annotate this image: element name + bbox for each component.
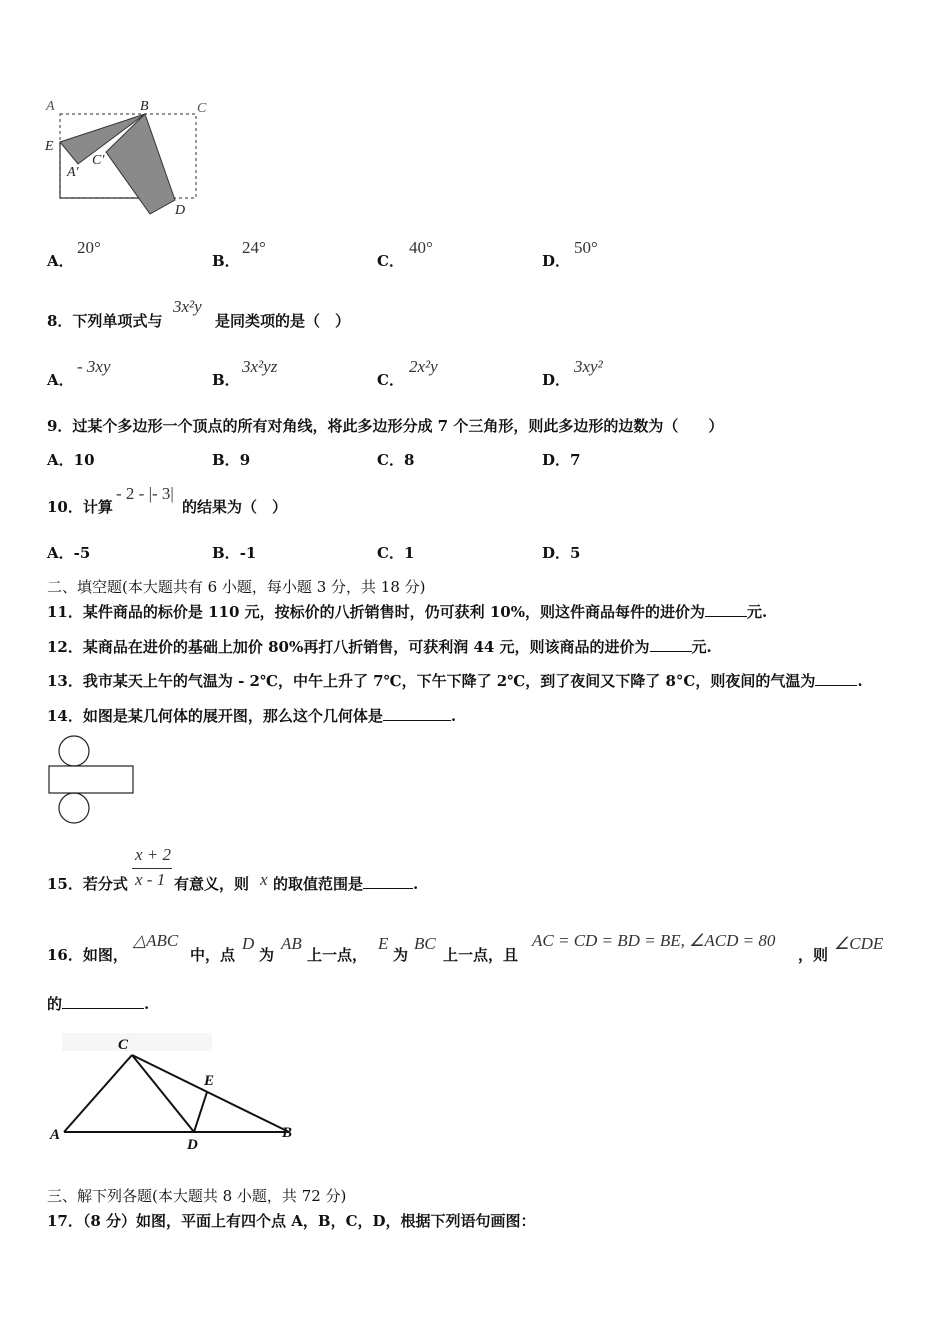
fig16-label-B: B	[282, 1125, 293, 1141]
q14-suffix: .	[450, 707, 457, 725]
q8-stem-prefix: 8．下列单项式与	[47, 312, 163, 330]
q16-point-e: E	[378, 934, 389, 953]
q17-text: 17．（8 分）如图，平面上有四个点 A，B，C，D，根据下列语句画图：	[47, 1212, 536, 1230]
q10-option-a[interactable]	[47, 542, 90, 563]
q9-option-d-value: 7	[570, 451, 581, 469]
q9-option-d-letter: D．	[542, 451, 571, 469]
label-A-prime: A′	[67, 165, 79, 180]
label-D: D	[175, 203, 186, 218]
q15-suffix	[273, 873, 418, 894]
q10-option-b-letter: B．	[212, 544, 240, 562]
q8-stem-suffix: 是同类项的是（ ）	[215, 312, 351, 330]
q15-fraction-bar	[132, 868, 172, 869]
label-C-prime: C′	[92, 153, 105, 168]
label-A: A	[46, 99, 55, 114]
q9-option-d[interactable]	[542, 449, 580, 470]
q10-option-d-letter: D．	[542, 544, 571, 562]
q16-t1: 中，点	[190, 946, 236, 964]
q16-segment-ab: AB	[281, 934, 302, 953]
q10-stem-expression: - 2 - |- 3|	[116, 484, 174, 503]
q16-answer-blank[interactable]	[62, 994, 144, 1009]
fig16-label-A: A	[50, 1127, 61, 1143]
q9-option-b-letter: B．	[212, 451, 240, 469]
q9-option-b-value: 9	[239, 451, 251, 469]
q10-option-c[interactable]	[377, 542, 414, 563]
q16-point-d: D	[242, 934, 255, 953]
q15-end: .	[413, 875, 419, 893]
q8-option-a-letter[interactable]: A．	[47, 371, 74, 389]
q15-answer-blank[interactable]	[363, 874, 413, 889]
q14-answer-blank[interactable]	[383, 706, 451, 721]
q13-text: 13．我市某天上午的气温为 - 2℃，中午上升了 7℃，下午下降了 2℃，到了夜间又下降了 8°C，则夜间的气温为	[47, 672, 816, 690]
fig16-label-C: C	[118, 1037, 129, 1053]
q10-option-d-value: 5	[570, 544, 581, 562]
q10-option-b[interactable]	[212, 542, 256, 563]
q16-segment-bc: BC	[414, 934, 436, 953]
q15-suffix-text: 的取值范围是	[273, 875, 364, 893]
q9-option-c[interactable]	[377, 449, 414, 470]
q15-denominator: x - 1	[135, 870, 166, 889]
q7-option-c-value: 40°	[409, 238, 433, 257]
q10-stem-suffix: 的结果为（ ）	[182, 498, 288, 516]
label-B: B	[140, 99, 149, 114]
q11-text: 11．某件商品的标价是 110 元，按标价的八折销售时，仍可获利 10%，则这件商品每件的进价为	[47, 603, 705, 621]
question-13	[47, 670, 863, 691]
q11-answer-blank[interactable]	[705, 602, 747, 617]
q7-option-b-letter[interactable]: B．	[212, 252, 240, 270]
q9-stem: 9．过某个多边形一个顶点的所有对角线，将此多边形分成 7 个三角形，则此多边形的边数为（ ）	[47, 417, 724, 435]
q16-t6: ，则	[798, 946, 829, 964]
q16-prefix: 16．如图，	[47, 946, 128, 964]
question-11	[47, 601, 767, 622]
q9-option-a[interactable]	[47, 449, 95, 470]
q16-condition: AC = CD = BD = BE, ∠ACD = 80	[532, 931, 776, 950]
question-12	[47, 636, 712, 657]
cylinder-net-figure	[44, 734, 140, 828]
q7-option-d-value: 50°	[574, 238, 598, 257]
q16-t2: 为	[259, 946, 275, 964]
q16-t5: 上一点，且	[443, 946, 519, 964]
q16-angle-cde: ∠CDE	[834, 934, 884, 953]
q10-stem-prefix: 10．计算	[47, 498, 113, 516]
q15-variable: x	[260, 870, 268, 889]
q8-option-c-value: 2x²y	[409, 357, 438, 376]
q15-prefix: 15．若分式	[47, 875, 128, 893]
q16-line2	[47, 993, 149, 1014]
q7-option-a-value: 20°	[77, 238, 101, 257]
q16-t3: 上一点，	[307, 946, 368, 964]
fig16-label-D: D	[187, 1137, 198, 1153]
q16-t4: 为	[393, 946, 409, 964]
q11-suffix: 元.	[746, 603, 768, 621]
q8-option-c-letter[interactable]: C．	[377, 371, 404, 389]
q9-option-c-letter: C．	[377, 451, 404, 469]
q10-option-c-value: 1	[403, 544, 415, 562]
q8-option-b-letter[interactable]: B．	[212, 371, 240, 389]
q10-option-b-value: -1	[239, 544, 257, 562]
q15-numerator: x + 2	[135, 845, 172, 864]
q14-text: 14．如图是某几何体的展开图，那么这个几何体是	[47, 707, 383, 725]
q8-stem-expression: 3x²y	[173, 297, 202, 316]
q15-middle: 有意义，则	[174, 875, 250, 893]
q16-triangle: △ABC	[133, 931, 179, 950]
q9-option-a-letter: A．	[47, 451, 74, 469]
fig16-label-E: E	[204, 1073, 215, 1089]
q7-option-d-letter[interactable]: D．	[542, 252, 571, 270]
q9-option-a-value: 10	[73, 451, 95, 469]
q10-option-c-letter: C．	[377, 544, 404, 562]
question-14	[47, 705, 456, 726]
q9-option-b[interactable]	[212, 449, 250, 470]
section-3-title: 三、解下列各题(本大题共 8 小题，共 72 分)	[47, 1187, 347, 1205]
q16-line2-text: 的	[47, 995, 63, 1013]
q8-option-a-value: - 3xy	[77, 357, 111, 376]
q8-option-d-value: 3xy²	[574, 357, 603, 376]
triangle-abc-figure	[44, 1025, 304, 1155]
q10-option-d[interactable]	[542, 542, 580, 563]
section-2-title: 二、填空题(本大题共有 6 小题，每小题 3 分，共 18 分)	[47, 578, 426, 596]
q8-option-b-value: 3x²yz	[242, 357, 278, 376]
q10-option-a-letter: A．	[47, 544, 74, 562]
q10-option-a-value: -5	[73, 544, 91, 562]
q8-option-d-letter[interactable]: D．	[542, 371, 571, 389]
q13-answer-blank[interactable]	[815, 671, 857, 686]
q12-suffix: 元.	[691, 638, 712, 656]
q7-option-c-letter[interactable]: C．	[377, 252, 404, 270]
q12-text: 12．某商品在进价的基础上加价 80%再打八折销售，可获利润 44 元，则该商品的进价为	[47, 638, 650, 656]
q16-end: .	[144, 995, 150, 1013]
q7-option-b-value: 24°	[242, 238, 266, 257]
label-E: E	[45, 139, 54, 154]
q12-answer-blank[interactable]	[650, 637, 692, 652]
q9-option-c-value: 8	[403, 451, 415, 469]
q13-suffix: .	[857, 672, 863, 690]
q7-option-a-letter[interactable]: A．	[47, 252, 74, 270]
label-C: C	[197, 101, 207, 116]
fold-rectangle-figure	[40, 92, 230, 222]
